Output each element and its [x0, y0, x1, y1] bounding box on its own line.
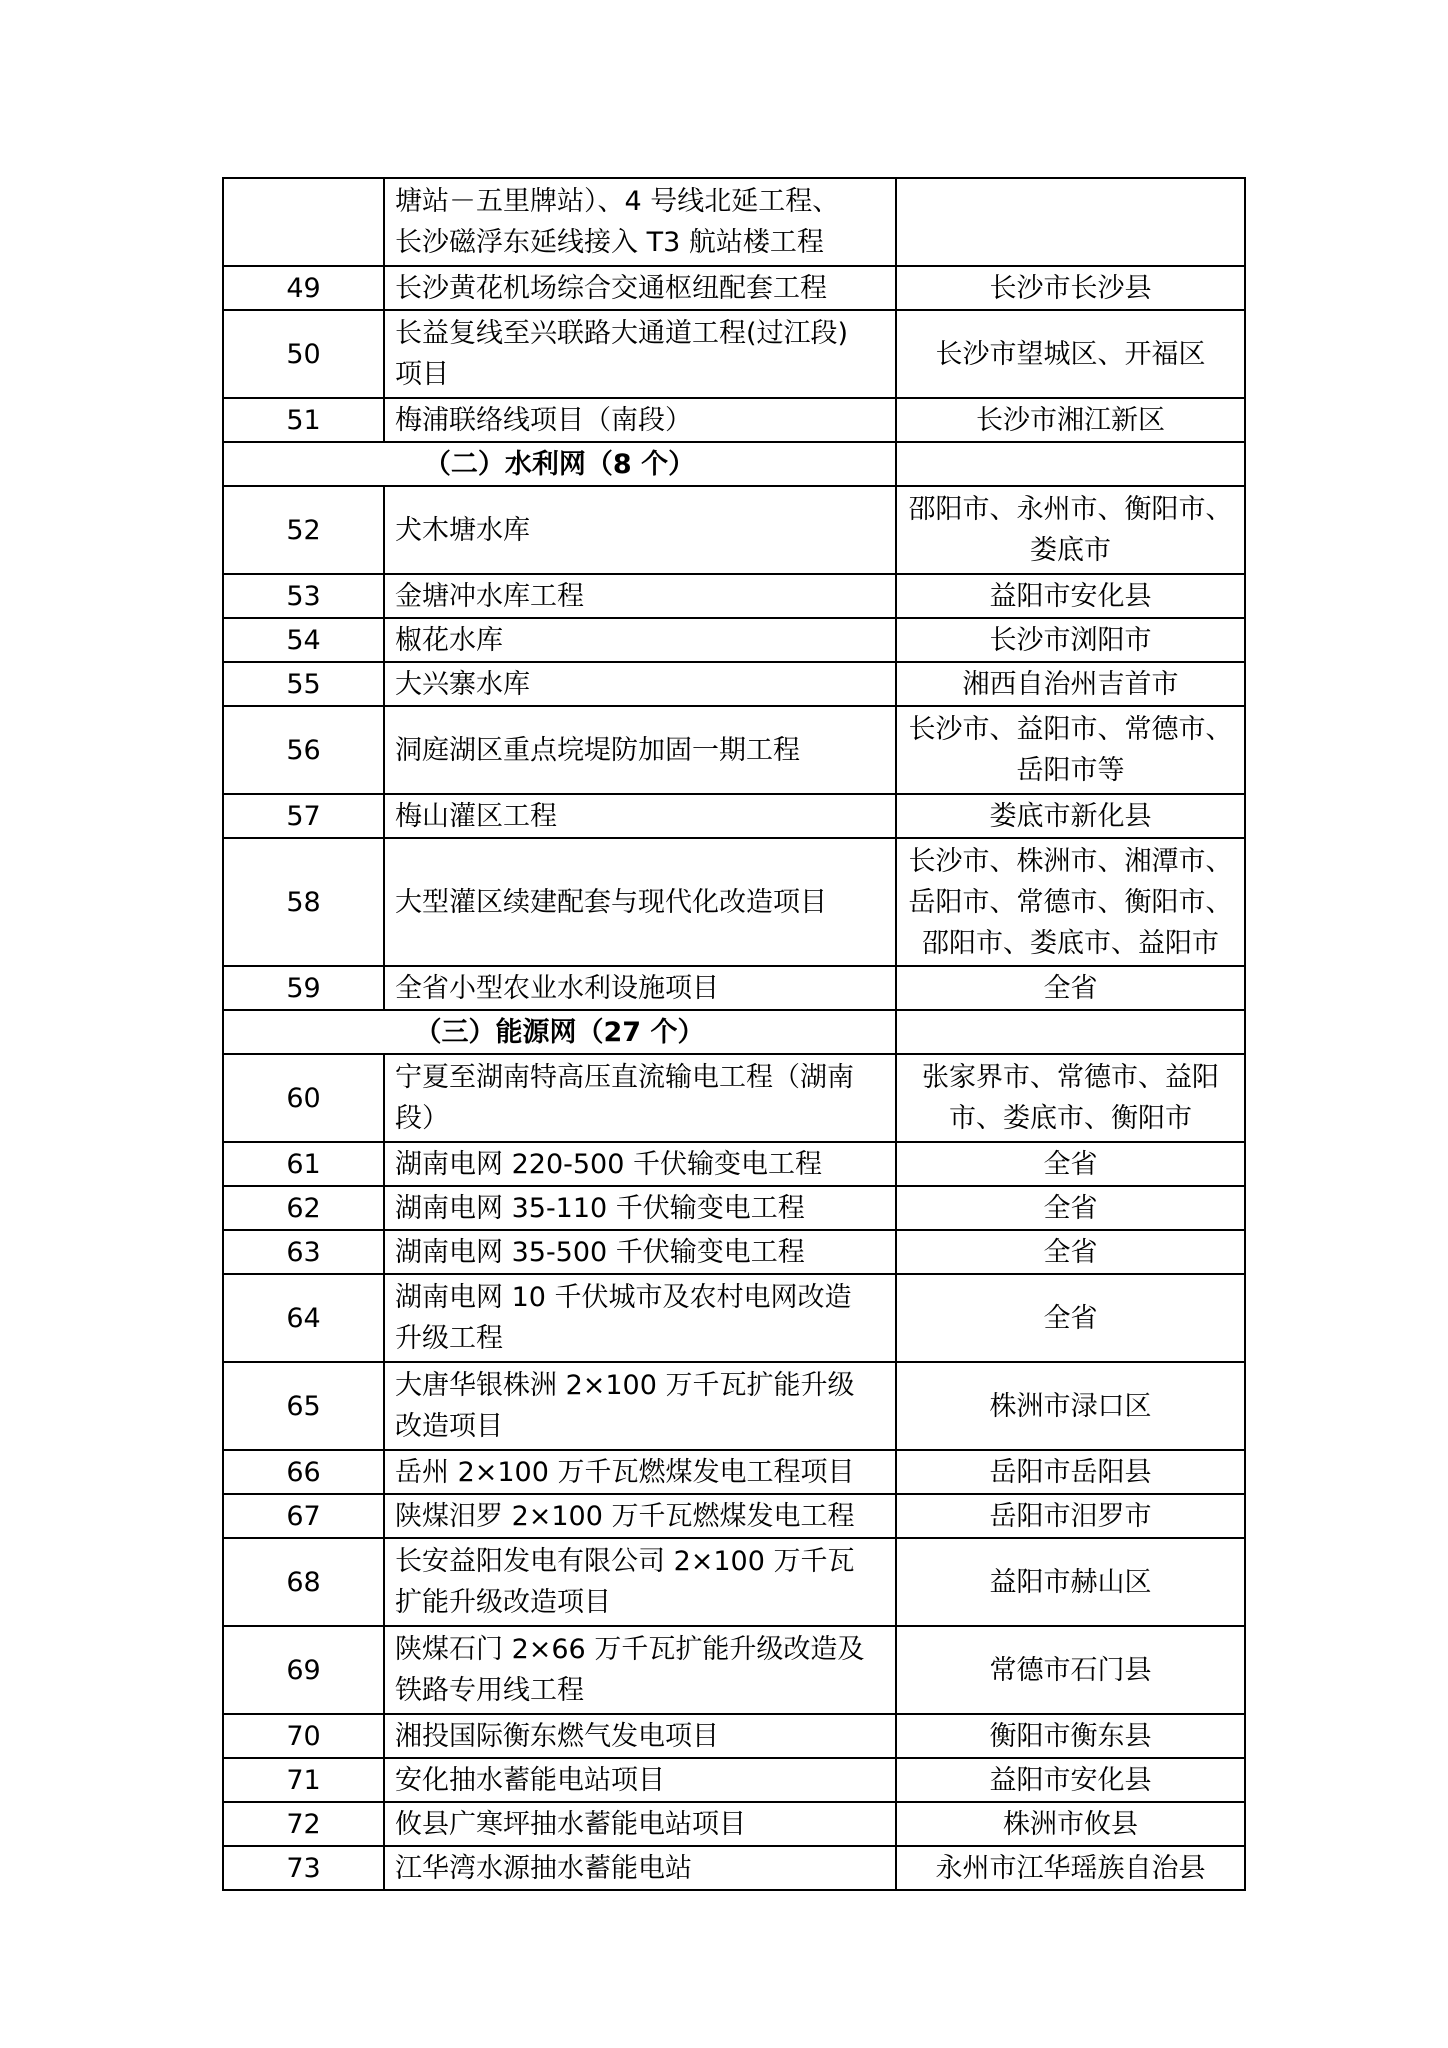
row-number: 70 — [223, 1714, 384, 1758]
project-table — [222, 177, 1246, 1891]
project-name: 陕煤汨罗 2×100 万千瓦燃煤发电工程 — [384, 1494, 896, 1538]
project-name: 洞庭湖区重点垸堤防加固一期工程 — [384, 706, 896, 794]
project-name: 湖南电网 35-500 千伏输变电工程 — [384, 1230, 896, 1274]
project-name: 大兴寨水库 — [384, 662, 896, 706]
project-name: 攸县广寒坪抽水蓄能电站项目 — [384, 1802, 896, 1846]
row-number: 55 — [223, 662, 384, 706]
row-number: 52 — [223, 486, 384, 574]
project-name: 梅浦联络线项目（南段） — [384, 398, 896, 442]
row-number: 63 — [223, 1230, 384, 1274]
row-number: 64 — [223, 1274, 384, 1362]
project-location: 全省 — [896, 1142, 1245, 1186]
row-number: 51 — [223, 398, 384, 442]
table-row — [223, 486, 1245, 574]
table-row — [223, 1758, 1245, 1802]
row-number: 50 — [223, 310, 384, 398]
table-row — [223, 1714, 1245, 1758]
table-row — [223, 1230, 1245, 1274]
project-location: 湘西自治州吉首市 — [896, 662, 1245, 706]
project-name: 岳州 2×100 万千瓦燃煤发电工程项目 — [384, 1450, 896, 1494]
table-row — [223, 574, 1245, 618]
project-location — [896, 178, 1245, 266]
table-row — [223, 266, 1245, 310]
project-location: 株洲市攸县 — [896, 1802, 1245, 1846]
project-name: 陕煤石门 2×66 万千瓦扩能升级改造及 铁路专用线工程 — [384, 1626, 896, 1714]
row-number: 53 — [223, 574, 384, 618]
project-location: 全省 — [896, 1230, 1245, 1274]
project-name: 湖南电网 220-500 千伏输变电工程 — [384, 1142, 896, 1186]
row-number: 61 — [223, 1142, 384, 1186]
project-location: 株洲市渌口区 — [896, 1362, 1245, 1450]
table-row — [223, 1186, 1245, 1230]
project-location: 长沙市浏阳市 — [896, 618, 1245, 662]
project-name: 湘投国际衡东燃气发电项目 — [384, 1714, 896, 1758]
row-number: 73 — [223, 1846, 384, 1890]
project-name: 宁夏至湖南特高压直流输电工程（湖南 段） — [384, 1054, 896, 1142]
section-title: （三）能源网（27 个） — [223, 1010, 896, 1054]
row-number: 67 — [223, 1494, 384, 1538]
project-location: 永州市江华瑶族自治县 — [896, 1846, 1245, 1890]
project-name: 湖南电网 10 千伏城市及农村电网改造 升级工程 — [384, 1274, 896, 1362]
row-number: 59 — [223, 966, 384, 1010]
table-row — [223, 1802, 1245, 1846]
table-row — [223, 618, 1245, 662]
project-name: 全省小型农业水利设施项目 — [384, 966, 896, 1010]
project-name: 犬木塘水库 — [384, 486, 896, 574]
row-number: 57 — [223, 794, 384, 838]
table-row — [223, 1494, 1245, 1538]
project-name: 安化抽水蓄能电站项目 — [384, 1758, 896, 1802]
project-location: 益阳市安化县 — [896, 574, 1245, 618]
project-location: 益阳市安化县 — [896, 1758, 1245, 1802]
project-location: 长沙市长沙县 — [896, 266, 1245, 310]
row-number — [223, 178, 384, 266]
project-name: 湖南电网 35-110 千伏输变电工程 — [384, 1186, 896, 1230]
project-location: 长沙市望城区、开福区 — [896, 310, 1245, 398]
project-location: 全省 — [896, 966, 1245, 1010]
project-name: 江华湾水源抽水蓄能电站 — [384, 1846, 896, 1890]
table-row — [223, 662, 1245, 706]
table-row — [223, 1450, 1245, 1494]
row-number: 71 — [223, 1758, 384, 1802]
project-table-body — [223, 178, 1245, 1890]
project-name: 大唐华银株洲 2×100 万千瓦扩能升级 改造项目 — [384, 1362, 896, 1450]
project-location: 益阳市赫山区 — [896, 1538, 1245, 1626]
table-row — [223, 706, 1245, 794]
section-header-row — [223, 442, 1245, 486]
project-name: 长益复线至兴联路大通道工程(过江段) 项目 — [384, 310, 896, 398]
table-row — [223, 310, 1245, 398]
project-location: 娄底市新化县 — [896, 794, 1245, 838]
project-location: 衡阳市衡东县 — [896, 1714, 1245, 1758]
row-number: 68 — [223, 1538, 384, 1626]
project-name: 梅山灌区工程 — [384, 794, 896, 838]
project-location: 长沙市、株洲市、湘潭市、 岳阳市、常德市、衡阳市、 邵阳市、娄底市、益阳市 — [896, 838, 1245, 966]
table-row — [223, 1142, 1245, 1186]
project-location: 岳阳市岳阳县 — [896, 1450, 1245, 1494]
table-row — [223, 838, 1245, 966]
section-empty-cell — [896, 442, 1245, 486]
table-row — [223, 1538, 1245, 1626]
row-number: 56 — [223, 706, 384, 794]
project-name: 长安益阳发电有限公司 2×100 万千瓦 扩能升级改造项目 — [384, 1538, 896, 1626]
project-name: 塘站－五里牌站）、4 号线北延工程、 长沙磁浮东延线接入 T3 航站楼工程 — [384, 178, 896, 266]
row-number: 65 — [223, 1362, 384, 1450]
row-number: 66 — [223, 1450, 384, 1494]
row-number: 54 — [223, 618, 384, 662]
project-location: 张家界市、常德市、益阳 市、娄底市、衡阳市 — [896, 1054, 1245, 1142]
project-location: 邵阳市、永州市、衡阳市、 娄底市 — [896, 486, 1245, 574]
project-name: 金塘冲水库工程 — [384, 574, 896, 618]
project-location: 长沙市、益阳市、常德市、 岳阳市等 — [896, 706, 1245, 794]
project-location: 常德市石门县 — [896, 1626, 1245, 1714]
project-location: 岳阳市汨罗市 — [896, 1494, 1245, 1538]
project-name: 长沙黄花机场综合交通枢纽配套工程 — [384, 266, 896, 310]
section-header-row — [223, 1010, 1245, 1054]
row-number: 62 — [223, 1186, 384, 1230]
row-number: 72 — [223, 1802, 384, 1846]
table-row — [223, 398, 1245, 442]
project-location: 全省 — [896, 1274, 1245, 1362]
section-empty-cell — [896, 1010, 1245, 1054]
table-row — [223, 966, 1245, 1010]
project-name: 椒花水库 — [384, 618, 896, 662]
table-row — [223, 178, 1245, 266]
table-row — [223, 1054, 1245, 1142]
table-row — [223, 794, 1245, 838]
row-number: 60 — [223, 1054, 384, 1142]
table-row — [223, 1846, 1245, 1890]
table-row — [223, 1362, 1245, 1450]
table-row — [223, 1626, 1245, 1714]
project-location: 长沙市湘江新区 — [896, 398, 1245, 442]
row-number: 58 — [223, 838, 384, 966]
section-title: （二）水利网（8 个） — [223, 442, 896, 486]
table-row — [223, 1274, 1245, 1362]
row-number: 69 — [223, 1626, 384, 1714]
row-number: 49 — [223, 266, 384, 310]
project-name: 大型灌区续建配套与现代化改造项目 — [384, 838, 896, 966]
project-location: 全省 — [896, 1186, 1245, 1230]
